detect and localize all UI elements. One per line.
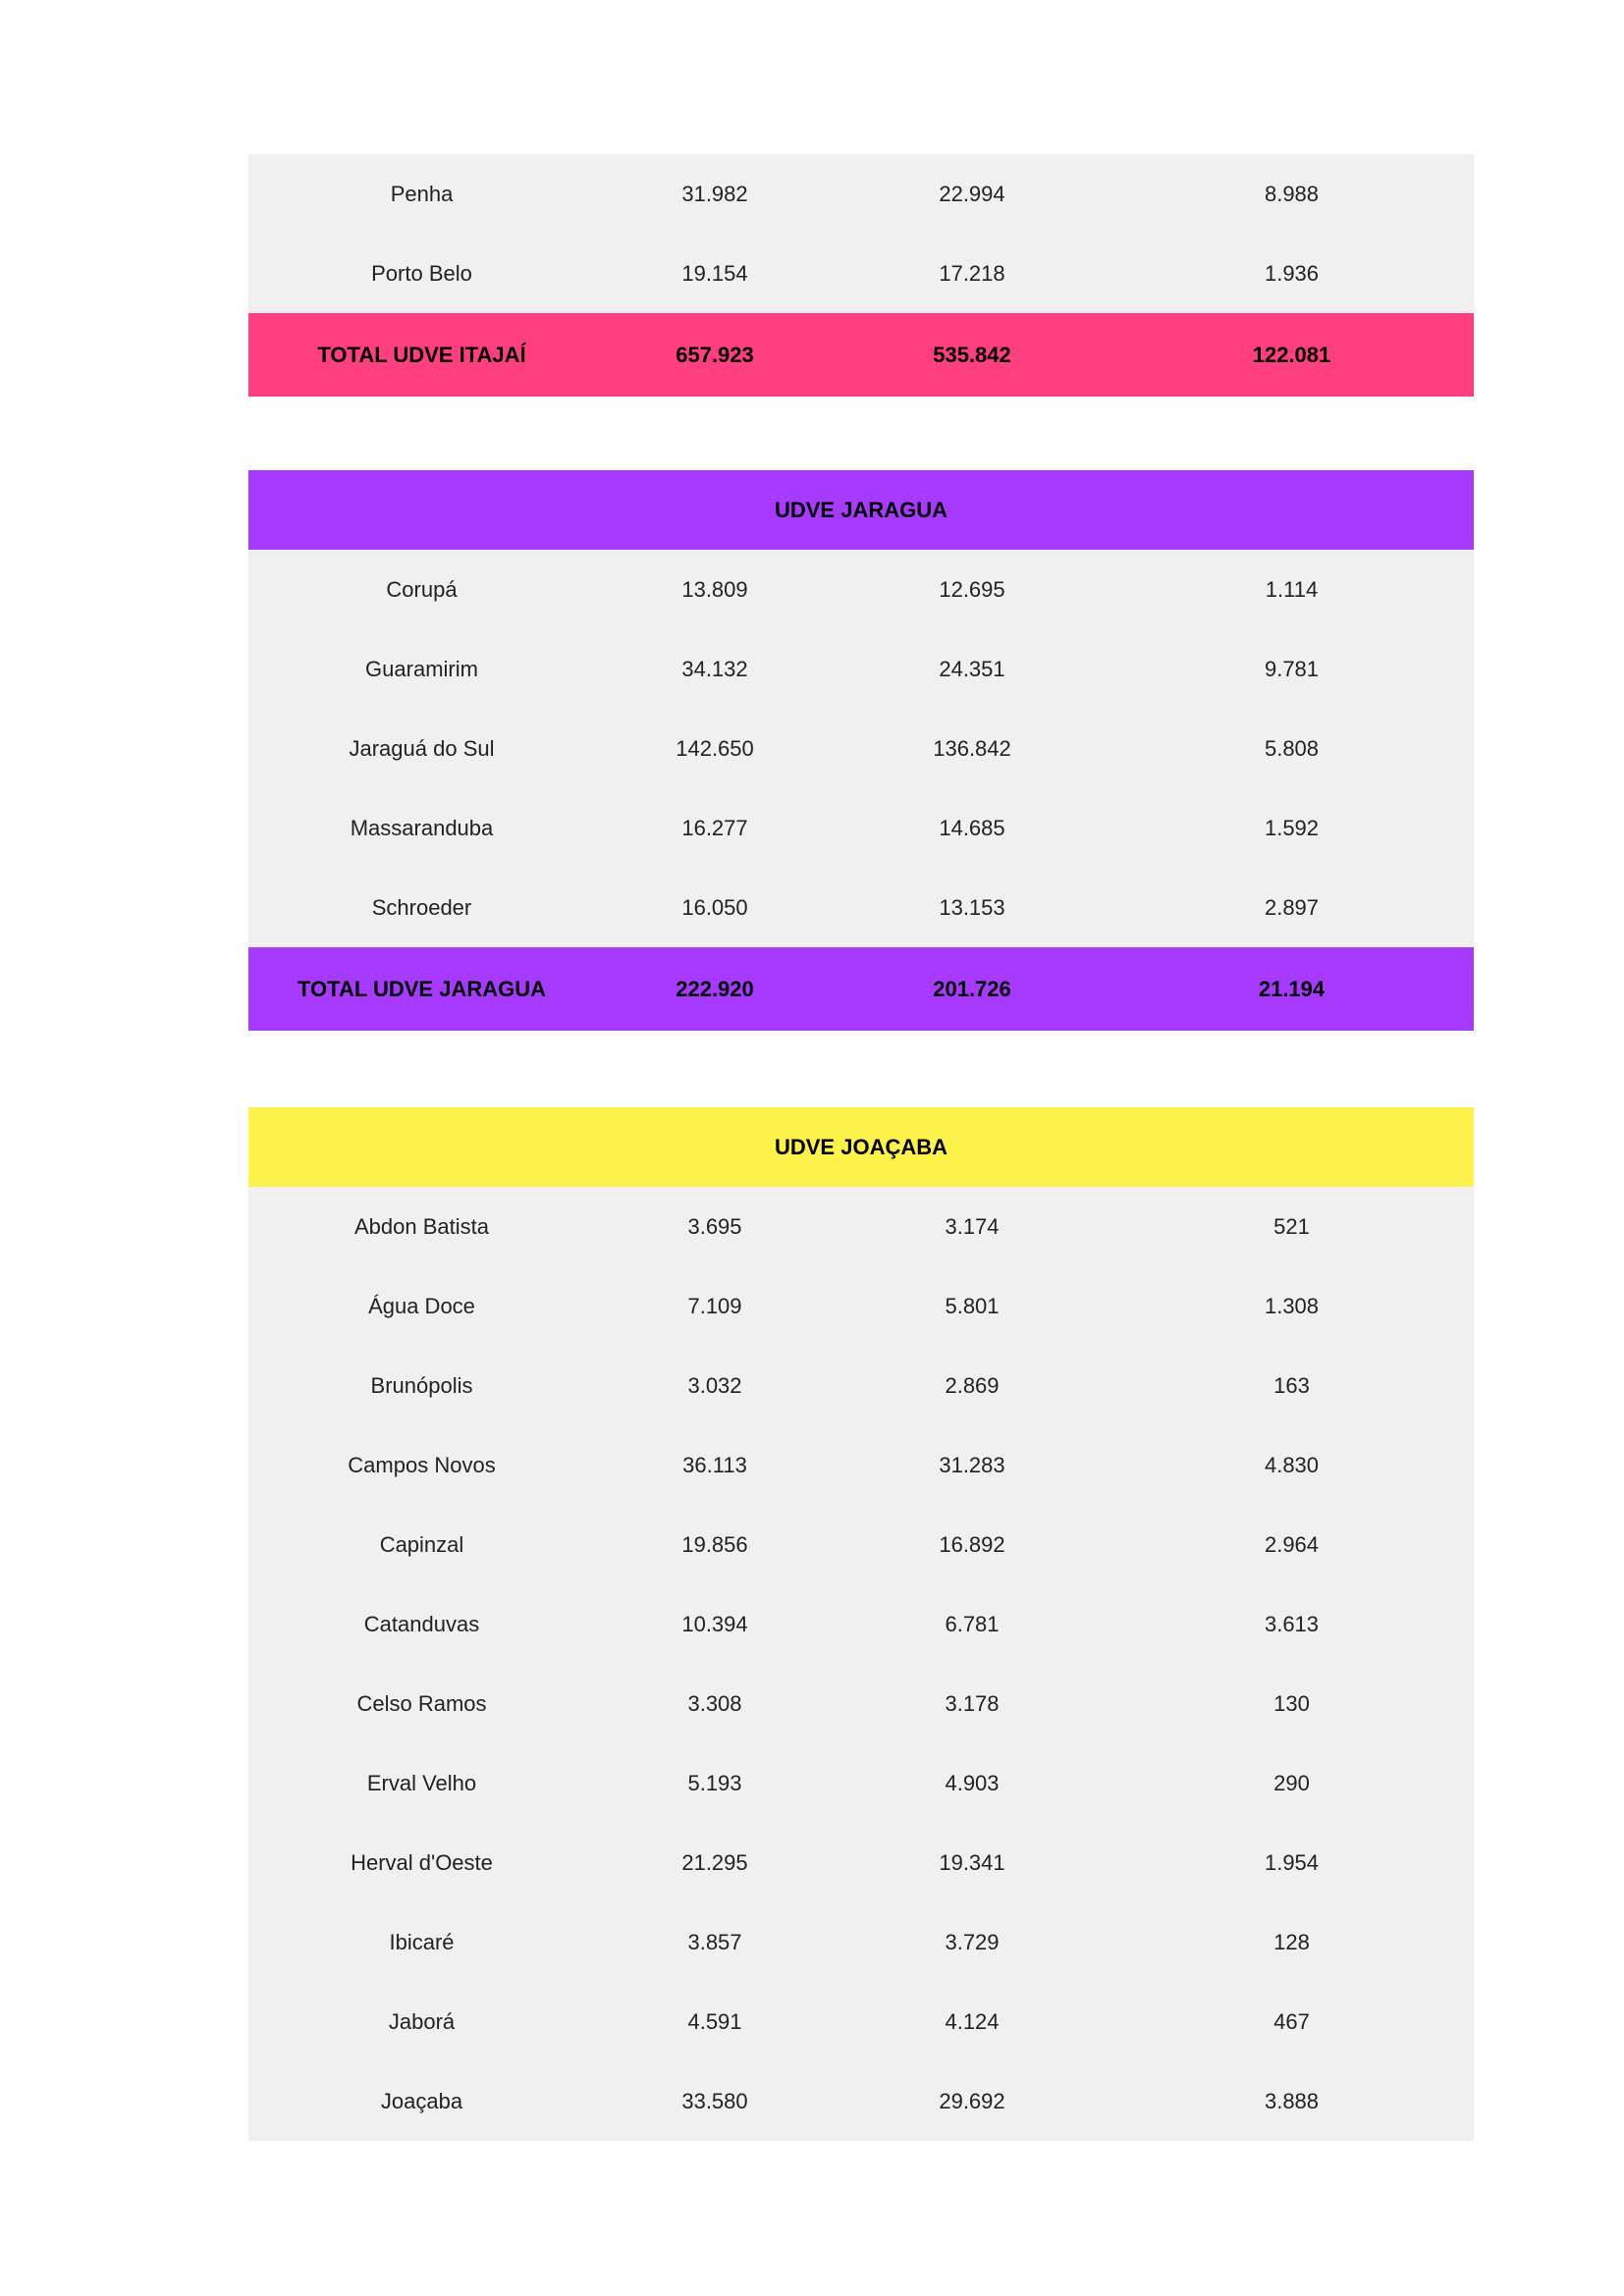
municipality-cell: Campos Novos bbox=[348, 1452, 496, 1477]
value-cell-1: 13.809 bbox=[681, 576, 748, 602]
total-value-1: 222.920 bbox=[676, 976, 754, 1001]
value-cell-3: 290 bbox=[1273, 1770, 1310, 1795]
value-cell-3: 1.954 bbox=[1264, 1849, 1320, 1875]
value-cell-1: 10.394 bbox=[681, 1611, 748, 1636]
value-cell-3: 1.592 bbox=[1264, 815, 1320, 840]
value-cell-1: 3.857 bbox=[687, 1929, 742, 1954]
value-cell-2: 24.351 bbox=[939, 656, 1005, 681]
table-row bbox=[248, 154, 1474, 234]
municipality-cell: Herval d'Oeste bbox=[351, 1849, 493, 1875]
municipality-cell: Penha bbox=[390, 181, 454, 206]
value-cell-2: 4.903 bbox=[945, 1770, 1000, 1795]
jaragua-header: UDVE JARAGUA bbox=[248, 470, 1474, 550]
value-cell-2: 29.692 bbox=[939, 2088, 1005, 2113]
value-cell-3: 3.888 bbox=[1264, 2088, 1320, 2113]
value-cell-2: 16.892 bbox=[939, 1531, 1005, 1557]
value-cell-3: 163 bbox=[1273, 1372, 1310, 1398]
total-value-2: 535.842 bbox=[933, 342, 1011, 367]
joacaba-rows bbox=[248, 1187, 1474, 2141]
municipality-cell: Catanduvas bbox=[363, 1611, 480, 1636]
value-cell-3: 1.936 bbox=[1264, 260, 1320, 286]
value-cell-2: 19.341 bbox=[939, 1849, 1005, 1875]
joacaba-header: UDVE JOAÇABA bbox=[248, 1107, 1474, 1187]
municipality-cell: Erval Velho bbox=[366, 1770, 477, 1795]
value-cell-1: 3.308 bbox=[687, 1690, 742, 1716]
total-value-2: 201.726 bbox=[933, 976, 1011, 1001]
municipality-cell: Abdon Batista bbox=[354, 1213, 489, 1239]
table-row bbox=[248, 709, 1474, 788]
value-cell-2: 3.729 bbox=[945, 1929, 1000, 1954]
value-cell-3: 128 bbox=[1273, 1929, 1310, 1954]
municipality-cell: Massaranduba bbox=[350, 815, 494, 840]
municipality-cell: Água Doce bbox=[368, 1293, 475, 1318]
table-row bbox=[248, 2061, 1474, 2141]
municipality-cell: Joaçaba bbox=[380, 2088, 463, 2113]
value-cell-3: 1.114 bbox=[1265, 576, 1319, 602]
value-cell-2: 4.124 bbox=[945, 2008, 1000, 2034]
value-cell-3: 9.781 bbox=[1264, 656, 1320, 681]
municipality-cell: Ibicaré bbox=[389, 1929, 455, 1954]
value-cell-1: 5.193 bbox=[687, 1770, 742, 1795]
value-cell-1: 34.132 bbox=[681, 656, 748, 681]
value-cell-3: 8.988 bbox=[1264, 181, 1320, 206]
joacaba-table bbox=[248, 1107, 1474, 2141]
value-cell-2: 2.869 bbox=[945, 1372, 1000, 1398]
table-row bbox=[248, 1743, 1474, 1823]
table-row bbox=[248, 1902, 1474, 1982]
total-value-3: 21.194 bbox=[1258, 976, 1326, 1001]
municipality-cell: Jaborá bbox=[388, 2008, 456, 2034]
municipality-cell: Corupá bbox=[386, 576, 458, 602]
table-row bbox=[248, 629, 1474, 709]
value-cell-2: 6.781 bbox=[945, 1611, 1000, 1636]
table-row bbox=[248, 1982, 1474, 2061]
municipality-cell: Guaramirim bbox=[365, 656, 478, 681]
municipality-cell: Capinzal bbox=[379, 1531, 464, 1557]
jaragua-rows bbox=[248, 550, 1474, 947]
value-cell-3: 2.964 bbox=[1264, 1531, 1320, 1557]
total-label: TOTAL UDVE JARAGUA bbox=[297, 976, 547, 1001]
table-row bbox=[248, 1266, 1474, 1346]
total-label: TOTAL UDVE ITAJAÍ bbox=[317, 342, 526, 367]
municipality-cell: Porto Belo bbox=[371, 260, 472, 286]
value-cell-1: 4.591 bbox=[687, 2008, 742, 2034]
value-cell-1: 16.277 bbox=[681, 815, 748, 840]
table-row bbox=[248, 234, 1474, 313]
value-cell-3: 1.308 bbox=[1264, 1293, 1320, 1318]
value-cell-1: 36.113 bbox=[682, 1452, 747, 1477]
value-cell-1: 3.695 bbox=[687, 1213, 742, 1239]
itajai-rows bbox=[248, 154, 1474, 313]
value-cell-3: 3.613 bbox=[1264, 1611, 1320, 1636]
value-cell-1: 33.580 bbox=[681, 2088, 748, 2113]
total-value-3: 122.081 bbox=[1252, 342, 1331, 367]
table-row bbox=[248, 1505, 1474, 1584]
jaragua-table bbox=[248, 470, 1474, 1031]
value-cell-2: 12.695 bbox=[939, 576, 1005, 602]
table-row bbox=[248, 550, 1474, 629]
municipality-cell: Schroeder bbox=[371, 894, 472, 920]
value-cell-1: 19.856 bbox=[681, 1531, 748, 1557]
table-row bbox=[248, 1584, 1474, 1664]
value-cell-2: 3.174 bbox=[945, 1213, 1000, 1239]
table-row bbox=[248, 1664, 1474, 1743]
jaragua-total-row bbox=[248, 947, 1474, 1031]
value-cell-1: 31.982 bbox=[681, 181, 748, 206]
municipality-cell: Celso Ramos bbox=[356, 1690, 487, 1716]
value-cell-1: 19.154 bbox=[681, 260, 748, 286]
table-row bbox=[248, 788, 1474, 868]
value-cell-2: 13.153 bbox=[939, 894, 1005, 920]
table-row bbox=[248, 868, 1474, 947]
value-cell-3: 130 bbox=[1273, 1690, 1310, 1716]
value-cell-1: 7.109 bbox=[687, 1293, 742, 1318]
value-cell-1: 3.032 bbox=[687, 1372, 742, 1398]
value-cell-3: 5.808 bbox=[1264, 735, 1320, 761]
value-cell-1: 142.650 bbox=[676, 735, 754, 761]
municipality-cell: Jaraguá do Sul bbox=[349, 735, 495, 761]
value-cell-1: 21.295 bbox=[681, 1849, 748, 1875]
itajai-total-row bbox=[248, 313, 1474, 397]
value-cell-3: 467 bbox=[1273, 2008, 1310, 2034]
value-cell-2: 14.685 bbox=[939, 815, 1005, 840]
value-cell-2: 5.801 bbox=[945, 1293, 1000, 1318]
value-cell-2: 3.178 bbox=[945, 1690, 1000, 1716]
table-row bbox=[248, 1346, 1474, 1425]
total-value-1: 657.923 bbox=[676, 342, 754, 367]
itajai-table bbox=[248, 154, 1474, 397]
municipality-cell: Brunópolis bbox=[370, 1372, 473, 1398]
table-row bbox=[248, 1187, 1474, 1266]
value-cell-3: 2.897 bbox=[1264, 894, 1320, 920]
table-row bbox=[248, 1823, 1474, 1902]
value-cell-3: 4.830 bbox=[1264, 1452, 1320, 1477]
table-row bbox=[248, 1425, 1474, 1505]
value-cell-2: 31.283 bbox=[939, 1452, 1005, 1477]
value-cell-1: 16.050 bbox=[681, 894, 748, 920]
value-cell-3: 521 bbox=[1273, 1213, 1310, 1239]
value-cell-2: 136.842 bbox=[933, 735, 1011, 761]
value-cell-2: 17.218 bbox=[939, 260, 1005, 286]
value-cell-2: 22.994 bbox=[939, 181, 1005, 206]
